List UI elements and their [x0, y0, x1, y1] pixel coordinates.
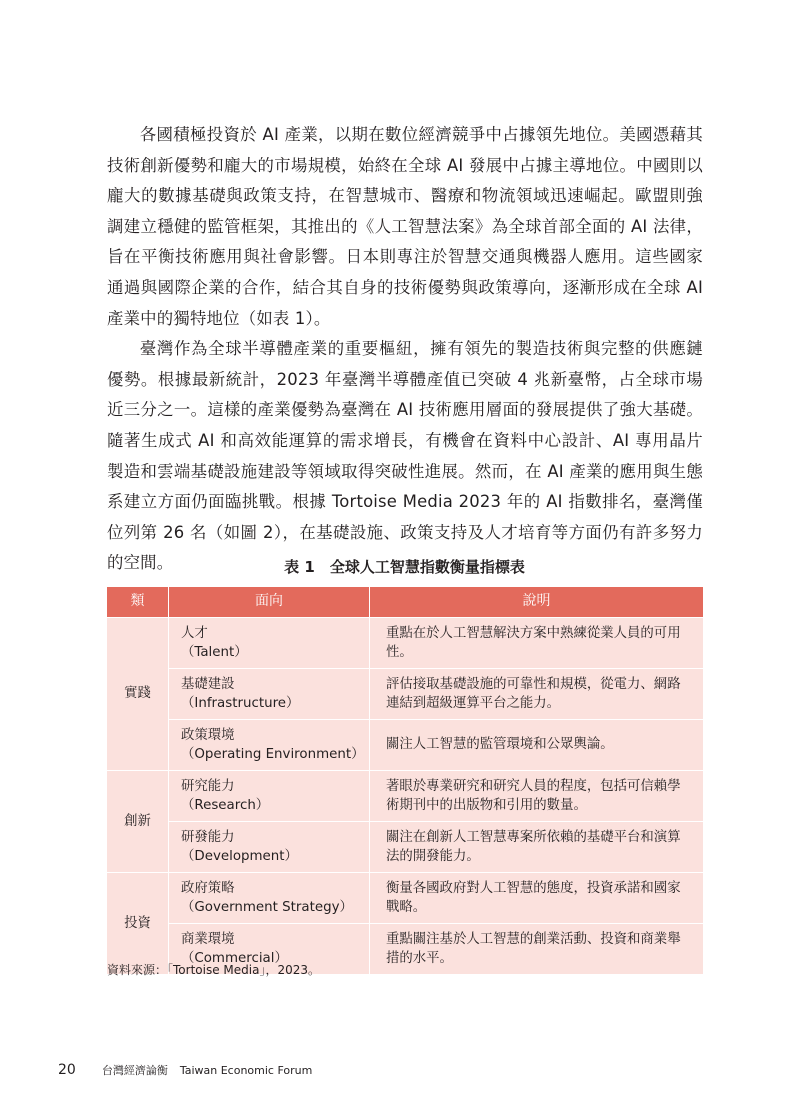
aspect-zh: 商業環境 [181, 931, 235, 947]
aspect-cell [169, 873, 370, 924]
description-cell: 著眼於專業研究和研究人員的程度，包括可信賴學術期刊中的出版物和引用的數量。 [370, 771, 704, 822]
aspect-zh: 研究能力 [181, 778, 235, 794]
aspect-en: （Research） [181, 798, 270, 813]
table-row [107, 873, 703, 924]
journal-name-zh: 台灣經濟論衡 [101, 1064, 168, 1077]
aspect-en: （Operating Environment） [181, 747, 365, 762]
description-cell: 關注人工智慧的監管環境和公眾輿論。 [370, 720, 704, 771]
description-cell: 關注在創新人工智慧專案所依賴的基礎平台和演算法的開發能力。 [370, 822, 704, 873]
paragraph-1: 各國積極投資於 AI 產業，以期在數位經濟競爭中占據領先地位。美國憑藉其技術創新優勢和龐大的市場規模，始終在全球 AI 發展中占據主導地位。中國則以龐大的數據基礎與政策支持，在智慧城市、醫療和物流領域迅速崛起。歐盟則強調建立穩健的監管框架，其推出的《人工智慧法案》為全球首部全面的 AI 法律，旨在平衡技術應用與社會影響。日本則專注於智慧交通與機器人應用。這些國家通過與國際企業的合作，結合其自身的技術優勢與政策導向，逐漸形成在全球 AI 產業中的獨特地位（如表 1）。 [107, 125, 703, 328]
aspect-zh: 人才 [181, 625, 208, 641]
aspect-cell [169, 771, 370, 822]
table-row [107, 771, 703, 822]
aspect-en: （Development） [181, 849, 298, 864]
aspect-en: （Government Strategy） [181, 900, 353, 915]
aspect-en: （Talent） [181, 645, 248, 660]
description-cell: 衡量各國政府對人工智慧的態度，投資承諾和國家戰略。 [370, 873, 704, 924]
aspect-zh: 政策環境 [181, 727, 235, 743]
table-row [107, 669, 703, 720]
aspect-zh: 基礎建設 [181, 676, 235, 692]
journal-name-en: Taiwan Economic Forum [179, 1064, 313, 1077]
table-header-row [107, 587, 703, 618]
header-description: 說明 [370, 587, 704, 618]
aspect-en: （Commercial） [181, 951, 288, 966]
paragraph-2: 臺灣作為全球半導體產業的重要樞紐，擁有領先的製造技術與完整的供應鏈優勢。根據最新統計，2023 年臺灣半導體產值已突破 4 兆新臺幣，占全球市場近三分之一。這樣的產業優勢為臺灣在 AI 技術應用層面的發展提供了強大基礎。隨著生成式 AI 和高效能運算的需求增長，有機會在資料中心設計、AI 專用晶片製造和雲端基礎設施建設等領域取得突破性進展。然而，在 AI 產業的應用與生態系建立方面仍面臨挑戰。根據 Tortoise Media 2023 年的 AI 指數排名，臺灣僅位列第 26 名（如圖 2），在基礎設施、政策支持及人才培育等方面仍有許多努力的空間。 [107, 339, 703, 573]
description-cell: 重點關注基於人工智慧的創業活動、投資和商業舉措的水平。 [370, 924, 704, 975]
aspect-cell [169, 720, 370, 771]
source-note: 資料來源：「Tortoise Media」，2023。 [107, 963, 320, 977]
ai-index-table [107, 587, 703, 974]
category-cell: 投資 [107, 873, 169, 975]
category-cell: 實踐 [107, 618, 169, 771]
header-aspect: 面向 [169, 587, 370, 618]
description-cell: 評估接取基礎設施的可靠性和規模，從電力、網路連結到超級運算平台之能力。 [370, 669, 704, 720]
aspect-cell [169, 669, 370, 720]
aspect-zh: 研發能力 [181, 829, 235, 845]
header-category: 類 [107, 587, 169, 618]
table-row [107, 720, 703, 771]
page-number: 20 [58, 1062, 76, 1078]
table-title: 表 1 全球人工智慧指數衡量指標表 [284, 558, 525, 576]
table-row [107, 618, 703, 669]
body-text [107, 120, 703, 579]
description-cell: 重點在於人工智慧解決方案中熟練從業人員的可用性。 [370, 618, 704, 669]
aspect-en: （Infrastructure） [181, 696, 300, 711]
page-footer [58, 1062, 312, 1078]
aspect-cell [169, 822, 370, 873]
table-row [107, 822, 703, 873]
aspect-zh: 政府策略 [181, 880, 235, 896]
aspect-cell [169, 618, 370, 669]
category-cell: 創新 [107, 771, 169, 873]
